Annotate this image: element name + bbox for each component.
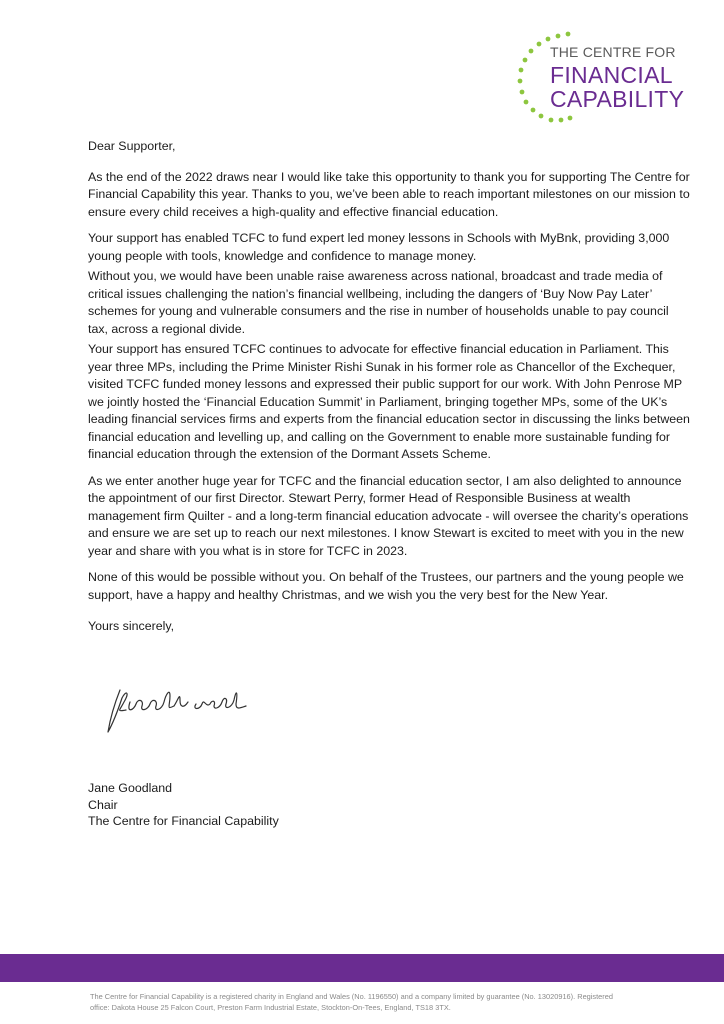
signoff-block [88, 780, 279, 830]
paragraph-parliament: Your support has ensured TCFC continues to advocate for effective financial education in Parliament. This year three MPs, including the Prime Minister Rishi Sunak in his former role as Chancellor of the Exchequer, visited TCFC funded money lessons and expressed their public support for our work. With John Penrose MP we jointly hosted the ‘Financial Education Summit’ in Parliament, bringing together MPs, some of the UK’s leading financial services firms and experts from the financial education sector in discussing the links between financial education and levelling up, and calling on the Government to enable more sustainable funding for financial education through the extension of the Dormant Assets Scheme. [88, 342, 690, 461]
salutation: Dear Supporter, [88, 139, 176, 153]
closing: Yours sincerely, [88, 619, 175, 633]
paragraph-awareness: Without you, we would have been unable raise awareness across national, broadcast and trade media of critical issues challenging the nation’s financial wellbeing, including the dangers of ‘Buy Now Pay Later’ schemes for young and vulnerable consumers and the rise in number of households unable to pay council tax, across a regional divide. [88, 269, 669, 336]
signatory-role: Chair [88, 797, 118, 812]
footer-line-2: office: Dakota House 25 Falcon Court, Preston Farm Industrial Estate, Stockton-On-Tees, England, TS18 3TX. [90, 1002, 451, 1012]
handwritten-signature [100, 680, 260, 740]
logo-line-2: FINANCIAL [550, 62, 673, 88]
signatory-name: Jane Goodland [88, 781, 173, 795]
signatory-organisation: The Centre for Financial Capability [88, 814, 279, 828]
paragraph-thanks: As the end of the 2022 draws near I would like take this opportunity to thank you for supporting The Centre for Financial Capability this year. Thanks to you, we’ve been able to reach important milestones on our mission to ensure every child receives a high-quality and effective financial education. [88, 169, 690, 219]
footer-line-1: The Centre for Financial Capability is a registered charity in England and Wales (No. 1196550) and a company limited by guarantee (No. 13020916). Registered [90, 992, 613, 1001]
logo-line-3: CAPABILITY [550, 86, 685, 112]
tcfc-logo [510, 30, 700, 130]
footer-registration-text [90, 992, 690, 1013]
letter-body [88, 138, 692, 645]
paragraph-money-lessons: Your support has enabled TCFC to fund expert led money lessons in Schools with MyBnk, providing 3,000 young people with tools, knowledge and confidence to manage money. [88, 231, 670, 263]
logo-line-1: THE CENTRE FOR [550, 44, 676, 60]
paragraph-christmas: None of this would be possible without you. On behalf of the Trustees, our partners and the young people we support, have a happy and healthy Christmas, and we wish you the very best for the New Year. [88, 570, 684, 602]
paragraph-director: As we enter another huge year for TCFC and the financial education sector, I am also delighted to announce the appointment of our first Director. Stewart Perry, former Head of Responsible Business at wealth management firm Quilter - and a long-term financial education advocate - will oversee the charity’s operations and ensure we are set up to reach our next milestones. I know Stewart is excited to meet with you in the new year and share with you what is in store for TCFC in 2023. [88, 473, 689, 558]
footer-band [0, 954, 724, 982]
